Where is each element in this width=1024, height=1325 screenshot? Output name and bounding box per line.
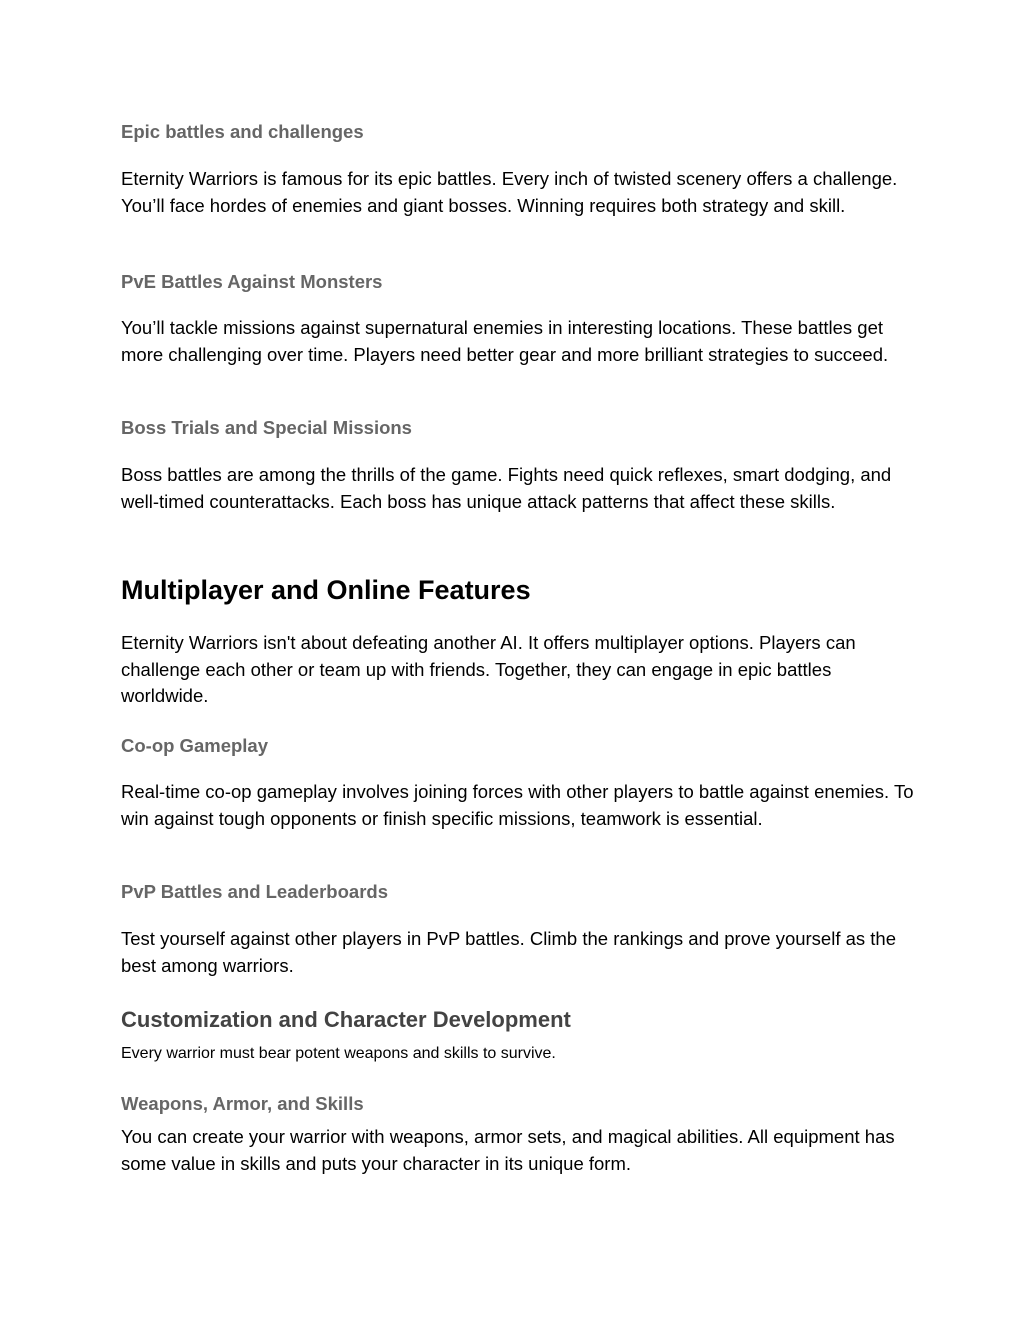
- paragraph-coop: Real-time co-op gameplay involves joining forces with other players to battle against enemies. To win against tough opponents or finish specific missions, teamwork is essential.: [121, 781, 914, 829]
- heading-customization: Customization and Character Development: [121, 1007, 571, 1032]
- heading-pvp: PvP Battles and Leaderboards: [121, 881, 388, 902]
- heading-multiplayer: Multiplayer and Online Features: [121, 575, 531, 605]
- paragraph-customization: Every warrior must bear potent weapons and skills to survive.: [121, 1045, 556, 1062]
- paragraph-epic-battles: Eternity Warriors is famous for its epic battles. Every inch of twisted scenery offers a challenge. You’ll face hordes of enemies and giant bosses. Winning requires both strategy and skill.: [121, 168, 898, 216]
- paragraph-pve-battles: You’ll tackle missions against supernatural enemies in interesting locations. These battles get more challenging over time. Players need better gear and more brilliant strategies to succeed.: [121, 317, 889, 365]
- paragraph-multiplayer: Eternity Warriors isn't about defeating another AI. It offers multiplayer options. Players can challenge each other or team up with friends. Together, they can engage in epic battles worldwide.: [121, 632, 856, 706]
- paragraph-boss-trials: Boss battles are among the thrills of the game. Fights need quick reflexes, smart dodging, and well-timed counterattacks. Each boss has unique attack patterns that affect these skills.: [121, 464, 892, 512]
- paragraph-pvp: Test yourself against other players in PvP battles. Climb the rankings and prove yourself as the best among warriors.: [121, 928, 897, 976]
- paragraph-weapons: You can create your warrior with weapons, armor sets, and magical abilities. All equipment has some value in skills and puts your character in its unique form.: [121, 1126, 895, 1174]
- heading-weapons: Weapons, Armor, and Skills: [121, 1093, 364, 1114]
- heading-boss-trials: Boss Trials and Special Missions: [121, 417, 412, 438]
- heading-epic-battles: Epic battles and challenges: [121, 121, 364, 142]
- heading-pve-battles: PvE Battles Against Monsters: [121, 271, 383, 292]
- heading-coop: Co-op Gameplay: [121, 735, 268, 756]
